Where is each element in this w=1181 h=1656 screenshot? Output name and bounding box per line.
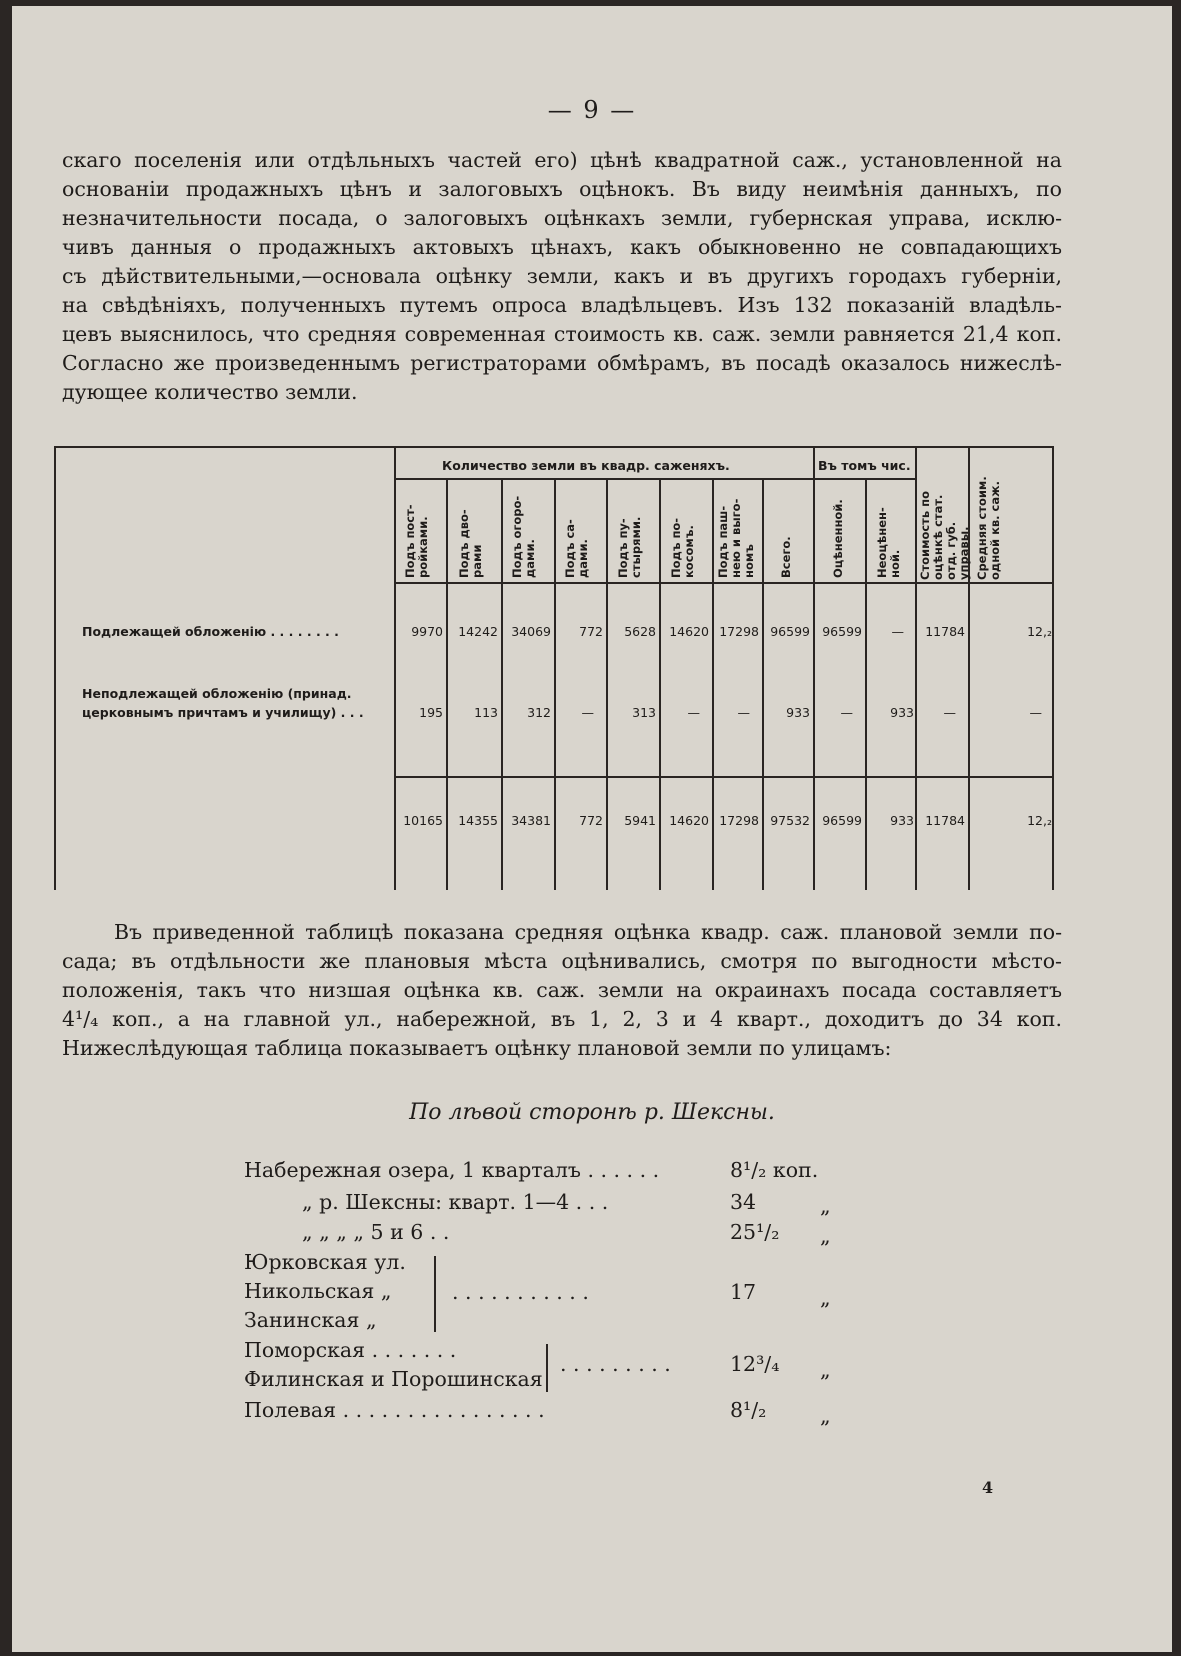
list-item-unit: „ xyxy=(820,1404,831,1428)
group-header-area: Количество земли въ квадр. саженяхъ. xyxy=(442,458,730,473)
column-header: Средняя стоим. одной кв. саж. xyxy=(975,476,1002,580)
list-item-name: „ „ „ „ 5 и 6 . . xyxy=(302,1220,450,1244)
table-cell: 12,₂ xyxy=(1027,624,1052,639)
table-cell: 14620 xyxy=(669,813,709,828)
list-item-name: „ р. Шексны: кварт. 1—4 . . . xyxy=(302,1190,609,1214)
table-cell: 772 xyxy=(579,813,603,828)
table-cell: 96599 xyxy=(822,813,862,828)
table-cell: — xyxy=(840,705,853,720)
table-cell: 933 xyxy=(786,705,810,720)
table-cell: 97532 xyxy=(770,813,810,828)
list-item-value: 8¹/₂ коп. xyxy=(730,1158,819,1182)
text-line: дующее количество земли. xyxy=(62,380,358,404)
list-item-name: Поморская . . . . . . . xyxy=(244,1338,457,1362)
table-cell: 96599 xyxy=(822,624,862,639)
text-line: съ дѣйствительными,—основала оцѣнку земли, какъ и въ другихъ городахъ губерніи, xyxy=(62,264,1062,288)
list-item-value: 34 xyxy=(730,1190,757,1214)
list-item-name: Никольская „ xyxy=(244,1279,392,1303)
list-item-unit: „ xyxy=(820,1358,831,1382)
list-item-value: 8¹/₂ xyxy=(730,1398,767,1422)
list-title: По лѣвой сторонѣ р. Шексны. xyxy=(409,1100,775,1125)
table-cell: 5628 xyxy=(624,624,656,639)
table-cell: 14355 xyxy=(458,813,498,828)
list-item-name: Юрковская ул. xyxy=(244,1250,406,1274)
text-line: на свѣдѣніяхъ, полученныхъ путемъ опроса владѣльцевъ. Изъ 132 показаній владѣль- xyxy=(62,293,1062,317)
text-line: Согласно же произведеннымъ регистраторами обмѣрамъ, въ посадѣ оказалось нижеслѣ- xyxy=(62,351,1062,375)
table-cell: 11784 xyxy=(925,813,965,828)
text-line: сада; въ отдѣльности же плановыя мѣста оцѣнивались, смотря по выгодности мѣсто- xyxy=(62,949,1062,973)
column-header: Подъ дво- рами xyxy=(457,509,484,578)
column-header: Подъ огоро- дами. xyxy=(510,495,537,578)
list-item-name: Филинская и Порошинская xyxy=(244,1367,543,1391)
list-item-unit: „ xyxy=(820,1286,831,1310)
list-item-value: 17 xyxy=(730,1280,757,1304)
column-header: Неоцѣнен- ной. xyxy=(875,507,902,578)
table-cell: — xyxy=(891,624,904,639)
text-line: Нижеслѣдующая таблица показываетъ оцѣнку плановой земли по улицамъ: xyxy=(62,1036,892,1060)
table-cell: 17298 xyxy=(719,624,759,639)
table-cell: 34069 xyxy=(511,624,551,639)
paragraph-2 xyxy=(62,918,1062,1063)
list-item-name: Полевая . . . . . . . . . . . . . . . . xyxy=(244,1398,545,1422)
table-cell: 195 xyxy=(419,705,443,720)
text-line: незначительности посада, о залоговыхъ оцѣнкахъ земли, губернская управа, исклю- xyxy=(62,206,1062,230)
brace xyxy=(546,1344,548,1392)
table-cell: 9970 xyxy=(411,624,443,639)
column-header: Подъ по- косомъ. xyxy=(669,517,696,578)
table-cell: 11784 xyxy=(925,624,965,639)
table-cell: 312 xyxy=(527,705,551,720)
document-page xyxy=(12,6,1172,1652)
column-header: Подъ са- дами. xyxy=(563,519,590,578)
table-cell: — xyxy=(581,705,594,720)
list-item-dots: . . . . . . . . . . . xyxy=(452,1280,589,1304)
table-cell: — xyxy=(687,705,700,720)
table-cell: 34381 xyxy=(511,813,551,828)
column-header: Подъ пу- стырями. xyxy=(616,516,643,578)
table-cell: 313 xyxy=(632,705,656,720)
text-line: скаго поселенія или отдѣльныхъ частей его) цѣнѣ квадратной саж., установленной на xyxy=(62,148,1062,172)
table-cell: 10165 xyxy=(403,813,443,828)
land-table xyxy=(54,446,1054,888)
column-header: Всего. xyxy=(779,536,793,578)
text-line: цевъ выяснилось, что средняя современная стоимость кв. саж. земли равняется 21,4 коп. xyxy=(62,322,1062,346)
list-item-dots: . . . . . . . . . xyxy=(560,1352,671,1376)
text-line: чивъ данныя о продажныхъ актовыхъ цѣнахъ, какъ обыкновенно не совпадающихъ xyxy=(62,235,1062,259)
group-header-included: Въ томъ чис. xyxy=(818,458,911,473)
text-line: Въ приведенной таблицѣ показана средняя оцѣнка квадр. саж. плановой земли по- xyxy=(114,920,1062,944)
table-cell: 14242 xyxy=(458,624,498,639)
list-item-unit: „ xyxy=(820,1224,831,1248)
list-item-value: 12³/₄ xyxy=(730,1352,780,1376)
list-item-unit: „ xyxy=(820,1194,831,1218)
page-number: — 9 — xyxy=(547,96,637,124)
text-line: положенія, такъ что низшая оцѣнка кв. саж. земли на окраинахъ посада составляетъ xyxy=(62,978,1062,1002)
table-cell: — xyxy=(943,705,956,720)
table-cell: 96599 xyxy=(770,624,810,639)
table-cell: 772 xyxy=(579,624,603,639)
brace xyxy=(434,1256,436,1332)
list-item-value: 25¹/₂ xyxy=(730,1220,780,1244)
signature-mark: 4 xyxy=(982,1478,994,1497)
paragraph-1 xyxy=(62,146,1062,407)
table-cell: 933 xyxy=(890,813,914,828)
list-item-name: Занинская „ xyxy=(244,1308,377,1332)
table-cell: 113 xyxy=(474,705,498,720)
text-line: основаніи продажныхъ цѣнъ и залоговыхъ оцѣнокъ. Въ виду неимѣнія данныхъ, по xyxy=(62,177,1062,201)
table-cell: 12,₂ xyxy=(1027,813,1052,828)
column-header: Оцѣненной. xyxy=(831,499,845,578)
row-label-non-taxable: Неподлежащей обложенію (принад. церковнымъ причтамъ и училищу) . . . xyxy=(82,686,364,720)
list-item-name: Набережная озера, 1 кварталъ . . . . . . xyxy=(244,1158,660,1182)
table-cell: 17298 xyxy=(719,813,759,828)
row-label-taxable: Подлежащей обложенію . . . . . . . . xyxy=(82,624,339,639)
table-cell: 14620 xyxy=(669,624,709,639)
column-header: Подъ паш- нею и выго- номъ xyxy=(716,498,756,578)
table-cell: — xyxy=(1029,705,1042,720)
table-cell: 933 xyxy=(890,705,914,720)
text-line: 4¹/₄ коп., а на главной ул., набережной, въ 1, 2, 3 и 4 кварт., доходитъ до 34 коп. xyxy=(62,1007,1062,1031)
column-header: Подъ пост- ройками. xyxy=(403,504,430,578)
table-cell: — xyxy=(737,705,750,720)
table-cell: 5941 xyxy=(624,813,656,828)
column-header: Стоимость по оцѣнкѣ стат. отд. губ. управы. xyxy=(918,491,971,580)
